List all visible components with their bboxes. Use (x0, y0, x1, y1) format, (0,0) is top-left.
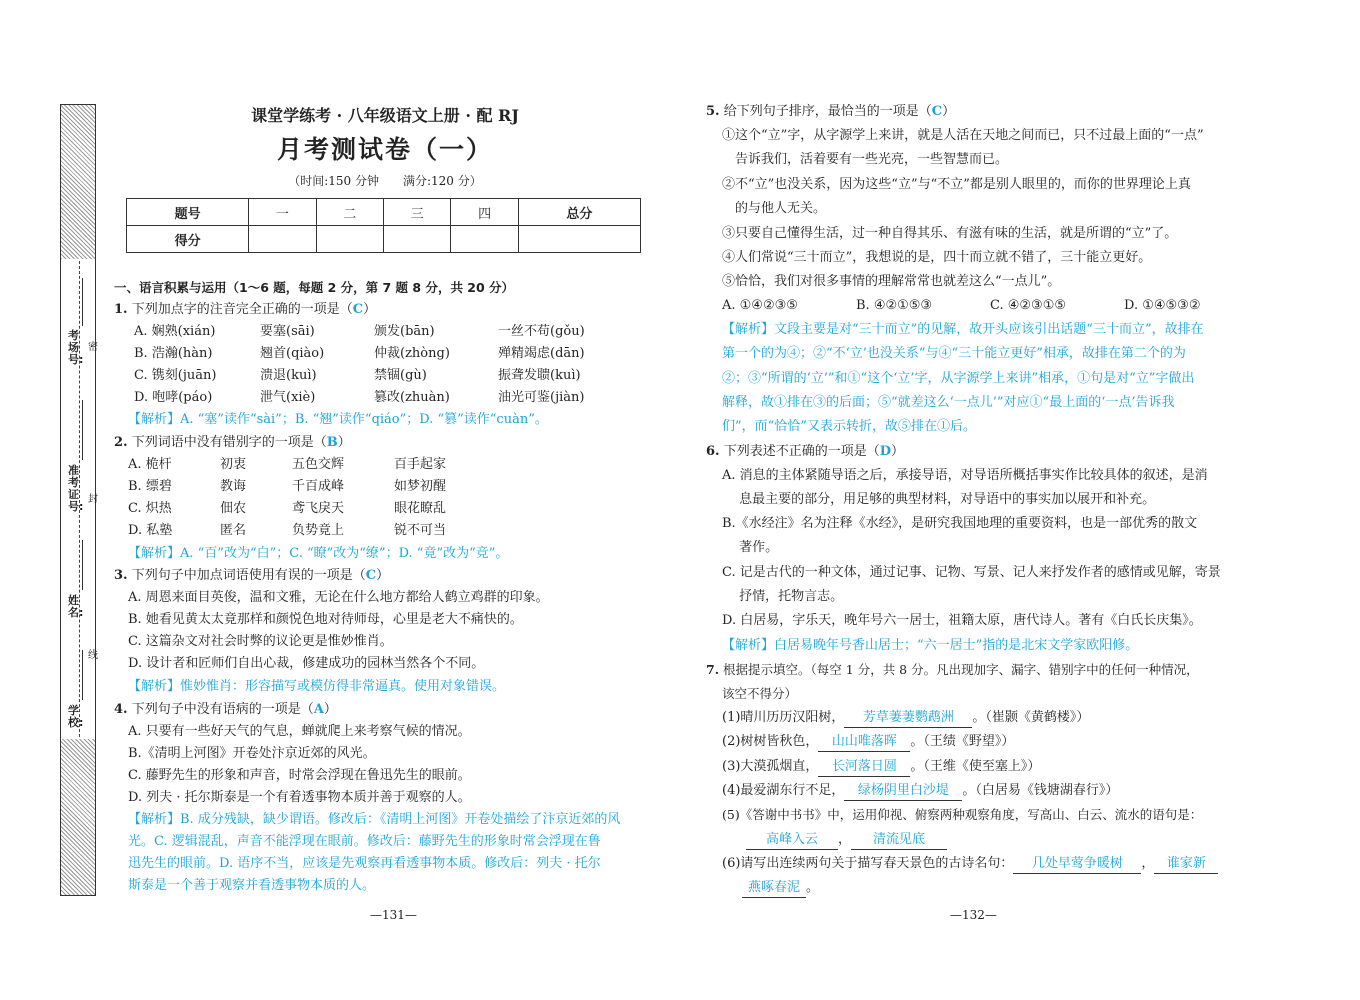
answer-blank[interactable]: 长河落日圆 (818, 758, 910, 777)
q1-answer: C (352, 302, 364, 317)
q4-option: A. 只要有一些好天气的气息，蝉就爬上来考察气候的情况。 (128, 724, 471, 739)
opt-word: 油光可鉴(jiàn) (498, 390, 585, 405)
q7-item-text: (4)最爱湖东行不足， (722, 783, 845, 798)
opt-word: A. 桅杆 (128, 457, 172, 472)
q3-number: 3. (114, 568, 128, 583)
q5-number: 5. (706, 104, 720, 119)
answer-blank[interactable]: 谁家新 (1154, 855, 1218, 874)
q7-item-5: (5)《答谢中书书》中，运用仰视、俯察两种观察角度，写高山、白云、流水的语句是： (722, 807, 1203, 822)
q7-item-text: 。（崔颢《黄鹤楼》） (972, 710, 1090, 725)
q6-answer: D (879, 444, 892, 459)
q1-close: ） (363, 302, 377, 317)
opt-word: 禁锢(gù) (374, 368, 427, 383)
opt-word: 鸢飞戾天 (292, 501, 345, 516)
label-school: 学校: (68, 704, 84, 729)
q5-sentence: 的与他人无关。 (722, 201, 827, 216)
q4-close: ） (323, 702, 337, 717)
opt-word: 殚精竭虑(dān) (498, 346, 585, 361)
score-header-cell: 三 (383, 199, 450, 226)
q7-item-6-cont: 燕啄春泥 。 (742, 879, 819, 898)
answer-blank[interactable]: 燕啄春泥 (742, 879, 806, 898)
q6-close: ） (891, 444, 905, 459)
mark-feng: 封 (88, 494, 98, 505)
q3-analysis: 【解析】惟妙惟肖：形容描写或模仿得非常逼真。使用对象错误。 (128, 679, 506, 694)
q5-answer: C (931, 104, 943, 119)
score-cell[interactable] (249, 226, 316, 253)
q5-analysis: 第一个的为④；②“不‘立’也没关系”与④“三十能立更好”相承，故排在第二个的为 (722, 346, 1186, 361)
opt-word: 颁发(bān) (374, 324, 435, 339)
opt-word: 振聋发聩(kuì) (498, 368, 581, 383)
question-6 (706, 443, 904, 461)
q1-analysis: 【解析】A. “塞”读作“sài”；B. “翘”读作“qiáo”；D. “篡”读作“cuàn”。 (128, 412, 548, 427)
q7-item-text: 。（王绩《野望》） (910, 734, 1015, 749)
q7-item-text: (3)大漠孤烟直， (722, 759, 819, 774)
q3-option: D. 设计者和匠师们自出心裁，修建成功的园林当然各个不同。 (128, 656, 485, 671)
hatch-bottom (61, 739, 95, 895)
q3-option: C. 这篇杂文对社会时弊的议论更是惟妙惟肖。 (128, 634, 393, 649)
score-header-cell: 题号 (127, 199, 249, 226)
answer-blank[interactable]: 芳草萋萋鹦鹉洲 (844, 709, 972, 728)
opt-word: 佃农 (220, 501, 247, 516)
opt-word: 锐不可当 (394, 523, 447, 538)
q6-option: C. 记是古代的一种文体，通过记事、记物、写景、记人来抒发作者的感情或见解，寄景 (722, 565, 1221, 580)
q6-option: D. 白居易，字乐天，晚年号六一居士，祖籍太原，唐代诗人。著有《白氏长庆集》。 (722, 613, 1202, 628)
opt-word: 五色交辉 (292, 457, 345, 472)
q7-number: 7. (706, 662, 720, 677)
exam-meta: （时间:150 分钟 满分:120 分） (288, 174, 482, 188)
q4-analysis: 光。C. 逻辑混乱，声音不能浮现在眼前。修改后：藤野先生的形象时常会浮现在鲁 (128, 834, 601, 849)
opt-word: 如梦初醒 (394, 479, 447, 494)
opt-word: 负势竟上 (292, 523, 345, 538)
score-cell[interactable] (451, 226, 518, 253)
score-header-cell: 总分 (518, 199, 640, 226)
q5-analysis: 们”，而“恰恰”又表示转折，故⑤排在①后。 (722, 419, 976, 434)
q7-item-text: (6)请写出连续两句关于描写春天景色的古诗名句： (722, 856, 1014, 871)
score-cell[interactable] (518, 226, 640, 253)
score-cell[interactable] (316, 226, 383, 253)
question-5 (706, 103, 955, 121)
q6-analysis: 【解析】白居易晚年号香山居士；“六一居士”指的是北宋文学家欧阳修。 (722, 638, 1139, 653)
q2-stem: 下列词语中没有错别字的一项是（ (131, 435, 327, 450)
opt-word: 泄气(xiè) (260, 390, 316, 405)
q4-option: C. 藤野先生的形象和声音，时常会浮现在鲁迅先生的眼前。 (128, 768, 471, 783)
opt-word: 初衷 (220, 457, 247, 472)
answer-blank[interactable]: 山山唯落晖 (818, 733, 910, 752)
mark-mi: 密 (88, 342, 98, 353)
q5-sentence: 告诉我们，活着要有一些光亮，一些智慧而已。 (722, 152, 1009, 167)
opt-word: 翘首(qiào) (260, 346, 325, 361)
q5-stem: 给下列句子排序，最恰当的一项是（ (723, 104, 932, 119)
page-title: 月考测试卷（一） (276, 135, 493, 164)
q5-close: ） (942, 104, 956, 119)
answer-blank[interactable]: 几处早莺争暖树 (1013, 855, 1141, 874)
q5-sentence: ②不“立”也没关系，因为这些“立”与“不立”都是别人眼里的，而你的世界理论上真 (722, 177, 1191, 192)
hatch-top (61, 105, 95, 259)
q6-option: 著作。 (722, 540, 779, 555)
question-3 (114, 567, 389, 585)
q7-item-5-answers: 高峰入云 ， 清流见底 (746, 831, 947, 850)
opt-word: D. 私塾 (128, 523, 173, 538)
question-4 (114, 701, 337, 719)
q7-item-6: (6)请写出连续两句关于描写春天景色的古诗名句： 几处早莺争暖树 ， 谁家新 (722, 855, 1218, 874)
q5-option: D. ①④⑤③② (1124, 298, 1201, 313)
opt-word: 仲裁(zhòng) (374, 346, 450, 361)
question-1 (114, 301, 376, 319)
q6-option: 息最主要的部分，用足够的典型材料，对导语中的事实加以展开和补充。 (722, 492, 1156, 507)
opt-word: 眼花瞭乱 (394, 501, 447, 516)
opt-word: 匿名 (220, 523, 247, 538)
q4-analysis: 斯泰是一个善于观察并看透事物本质的人。 (128, 878, 376, 893)
q1-stem: 下列加点字的注音完全正确的一项是（ (131, 302, 353, 317)
line-name (82, 540, 83, 590)
q7-stem: 根据提示填空。（每空 1 分，共 8 分。凡出现加字、漏字、错别字中的任何一种情况， (723, 662, 1199, 677)
q7-item-text: 。（白居易《钱塘湖春行》） (962, 783, 1119, 798)
q7-item-3 (722, 758, 1040, 777)
q2-number: 2. (114, 435, 128, 450)
q7-item-1 (722, 709, 1089, 728)
label-name: 姓名: (68, 594, 84, 619)
q4-option: B.《清明上河图》开卷处汴京近郊的风光。 (128, 746, 376, 761)
opt-word: D. 咆哮(páo) (134, 390, 213, 405)
q3-answer: C (365, 568, 377, 583)
q7-item-text: 。（王维《使至塞上》） (910, 759, 1041, 774)
q2-answer: B (326, 435, 338, 450)
q5-sentence: ①这个“立”字，从字源学上来讲，就是人活在天地之间而已，只不过最上面的“一点” (722, 128, 1204, 143)
opt-word: C. 镌刻(juān) (134, 368, 217, 383)
q5-sentence: ③只要自己懂得生活，过一种自得其乐、有滋有味的生活，就是所谓的“立”了。 (722, 226, 1178, 241)
question-2 (114, 434, 351, 452)
line-school (82, 650, 83, 700)
q4-option: D. 列夫 · 托尔斯泰是一个有着透事物本质并善于观察的人。 (128, 790, 471, 805)
q1-option-a (134, 323, 215, 341)
opt-word: B. 浩瀚(hàn) (134, 346, 213, 361)
q6-stem: 下列表述不正确的一项是（ (723, 444, 880, 459)
page-number-left: —131— (370, 908, 417, 922)
q2-analysis: 【解析】A. “百”改为“白”；C. “瞭”改为“缭”；D. “竟”改为“竞”。 (128, 546, 509, 561)
opt-word: 要塞(sāi) (260, 324, 315, 339)
q5-sentence: ⑤恰恰，我们对很多事情的理解常常也就差这么“一点儿”。 (722, 274, 1061, 289)
section-heading: 一、语言积累与运用（1～6 题，每题 2 分，第 7 题 8 分，共 20 分） (114, 280, 515, 295)
q6-option: A. 消息的主体紧随导语之后，承接导语，对导语所概括事实作比较具体的叙述，是消 (722, 468, 1208, 483)
q7-item-4 (722, 782, 1118, 801)
opt-word: B. 缥碧 (128, 479, 172, 494)
mark-xian: 线 (88, 650, 98, 661)
q5-option: B. ④②①⑤③ (856, 298, 933, 313)
opt-word: 溃退(kuì) (260, 368, 317, 383)
q1-number: 1. (114, 302, 128, 317)
answer-blank[interactable]: 清流见底 (851, 831, 947, 850)
q5-analysis: ②；③“所谓的‘立’”和①“这个‘立’字，从字源学上来讲”相承，①句是对“立”字做出 (722, 371, 1195, 386)
opt-word: A. 娴熟(xián) (134, 324, 216, 339)
q3-option: B. 她看见黄太太竟那样和颜悦色地对待师母，心里是老大不痛快的。 (128, 612, 523, 627)
q4-number: 4. (114, 702, 128, 717)
q5-analysis: 【解析】文段主要是对“三十而立”的见解，故开头应该引出话题“三十而立”，故排在 (722, 322, 1204, 337)
score-header-cell: 一 (249, 199, 316, 226)
q2-close: ） (337, 435, 351, 450)
score-row-label: 得分 (127, 226, 249, 253)
answer-blank[interactable]: 高峰入云 (746, 831, 838, 850)
q7-item-text: (1)晴川历历汉阳树， (722, 710, 845, 725)
q3-option: A. 周恩来面目英俊，温和文雅，无论在什么地方都给人鹤立鸡群的印象。 (128, 590, 549, 605)
label-exam-id: 准考证号: (68, 464, 84, 513)
opt-word: 百手起家 (394, 457, 447, 472)
q7-item-text: (2)树树皆秋色， (722, 734, 819, 749)
q3-close: ） (376, 568, 390, 583)
q4-answer: A (313, 702, 324, 717)
q5-option: A. ①④②③⑤ (722, 298, 798, 313)
score-header-cell: 四 (451, 199, 518, 226)
q3-stem: 下列句子中加点词语使用有误的一项是（ (131, 568, 366, 583)
score-header-cell: 二 (316, 199, 383, 226)
q5-sentence: ④人们常说“三十而立”，我想说的是，四十而立就不错了，三十能立更好。 (722, 250, 1152, 265)
question-7 (706, 661, 1199, 679)
q5-analysis: 解释，故①排在③的后面；⑤“就差这么‘一点儿’”对应①“最上面的‘一点’告诉我 (722, 395, 1175, 410)
line-exam-room (82, 278, 83, 326)
q7-stem-cont: 该空不得分） (722, 686, 798, 701)
opt-word: 千百成峰 (292, 479, 345, 494)
score-table (126, 198, 641, 253)
opt-word: 一丝不苟(gǒu) (498, 324, 585, 339)
opt-word: 教诲 (220, 479, 247, 494)
q5-option: C. ④②③①⑤ (990, 298, 1067, 313)
answer-blank[interactable]: 绿杨阴里白沙堤 (844, 782, 962, 801)
q4-analysis: 迅先生的眼前。D. 语序不当，应该是先观察再看透事物本质。修改后：列夫 · 托尔 (128, 856, 601, 871)
series-title: 课堂学练考 · 八年级语文上册 · 配 RJ (251, 106, 519, 125)
q4-analysis: 【解析】B. 成分残缺，缺少谓语。修改后：《清明上河图》开卷处描绘了汴京近郊的风 (128, 812, 621, 827)
page-number-right: —132— (950, 908, 997, 922)
label-exam-room: 考场号: (68, 329, 84, 366)
score-cell[interactable] (383, 226, 450, 253)
q6-option: 抒情，托物言志。 (722, 589, 844, 604)
line-exam-id (82, 400, 83, 460)
q6-option: B.《水经注》名为注释《水经》，是研究我国地理的重要资料，也是一部优秀的散文 (722, 516, 1198, 531)
opt-word: C. 炽热 (128, 501, 172, 516)
q4-stem: 下列句子中没有语病的一项是（ (131, 702, 314, 717)
q6-number: 6. (706, 444, 720, 459)
q7-item-2 (722, 733, 1014, 752)
opt-word: 篡改(zhuàn) (374, 390, 450, 405)
